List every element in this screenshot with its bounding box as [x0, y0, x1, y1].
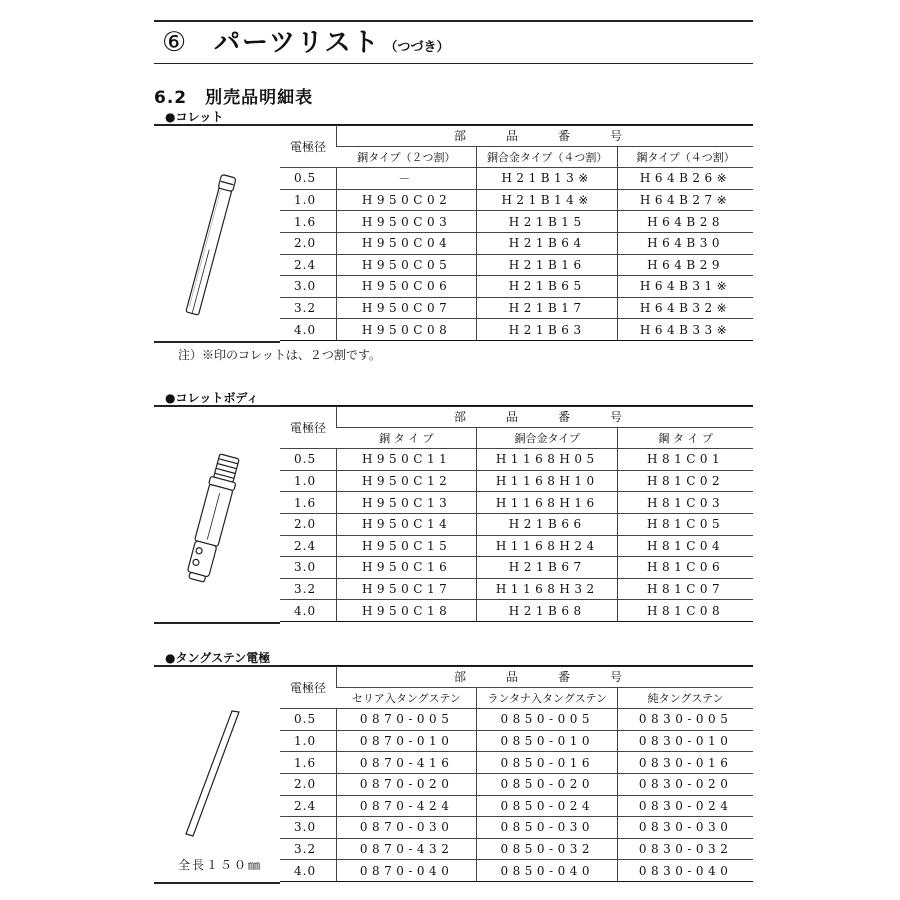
part-cell: 0830-010 — [618, 730, 753, 752]
part-cell: H950C11 — [336, 449, 476, 471]
part-cell: H950C16 — [336, 557, 476, 579]
part-cell: H21B15 — [477, 211, 618, 233]
part-cell: H81C02 — [618, 470, 753, 492]
collet-note: 注）※印のコレットは、２つ割です。 — [178, 348, 381, 362]
part-cell: H21B68 — [477, 600, 618, 622]
diameter-header: 電極径 — [280, 406, 336, 449]
length-caption: 全長１５０㎜ — [178, 858, 263, 872]
collet-body-illustration — [175, 452, 250, 584]
collet-body-bottom-rule — [154, 622, 280, 624]
diameter-cell: 3.2 — [280, 578, 336, 600]
diameter-cell: 1.6 — [280, 211, 336, 233]
part-number-header: 部 品 番 号 — [336, 666, 753, 688]
collet-table — [280, 124, 753, 341]
table-row — [280, 860, 753, 882]
part-cell: H950C17 — [336, 578, 476, 600]
diameter-cell: 2.0 — [280, 513, 336, 535]
part-cell: 0870-020 — [336, 773, 476, 795]
table-row — [280, 838, 753, 860]
diameter-header: 電極径 — [280, 125, 336, 168]
tungsten-table — [280, 665, 753, 882]
diameter-cell: 0.5 — [280, 709, 336, 731]
table-row — [280, 168, 753, 190]
part-cell: 0870-416 — [336, 752, 476, 774]
part-cell: H1168H05 — [477, 449, 618, 471]
diameter-cell: 3.2 — [280, 297, 336, 319]
part-cell: H1168H10 — [477, 470, 618, 492]
part-cell: H950C02 — [336, 189, 476, 211]
table-row — [280, 535, 753, 557]
diameter-cell: 4.0 — [280, 860, 336, 882]
part-cell: H950C06 — [336, 276, 476, 298]
column-header: 銅合金タイプ（４つ割） — [477, 146, 618, 168]
column-header: 鋼 タ イ プ — [618, 427, 753, 449]
table-row — [280, 817, 753, 839]
diameter-cell: 2.4 — [280, 795, 336, 817]
part-cell: 0830-032 — [618, 838, 753, 860]
part-cell: H950C12 — [336, 470, 476, 492]
part-cell: H81C05 — [618, 513, 753, 535]
table-row — [280, 709, 753, 731]
part-cell: H1168H16 — [477, 492, 618, 514]
part-cell: H1168H32 — [477, 578, 618, 600]
table-row — [280, 578, 753, 600]
diameter-cell: 2.0 — [280, 773, 336, 795]
part-cell: 0870-030 — [336, 817, 476, 839]
part-cell: 0850-016 — [477, 752, 618, 774]
part-cell: H950C03 — [336, 211, 476, 233]
table-row — [280, 449, 753, 471]
column-header: 純タングステン — [618, 687, 753, 709]
part-cell: H64B28 — [618, 211, 753, 233]
part-cell: H64B29 — [618, 254, 753, 276]
table-row — [280, 319, 753, 341]
part-cell: H950C13 — [336, 492, 476, 514]
part-cell: H81C07 — [618, 578, 753, 600]
part-number-header: 部 品 番 号 — [336, 125, 753, 147]
part-cell: 0830-005 — [618, 709, 753, 731]
part-cell: 0870-005 — [336, 709, 476, 731]
diameter-cell: 3.2 — [280, 838, 336, 860]
part-cell: H950C07 — [336, 297, 476, 319]
diameter-cell: 0.5 — [280, 449, 336, 471]
part-cell: H81C06 — [618, 557, 753, 579]
column-header: 銅 タ イ プ — [336, 427, 476, 449]
diameter-cell: 2.4 — [280, 535, 336, 557]
tungsten-heading: ●タングステン電極 — [165, 651, 271, 665]
part-cell: H21B16 — [477, 254, 618, 276]
part-cell: H950C08 — [336, 319, 476, 341]
diameter-cell: 1.0 — [280, 730, 336, 752]
column-header: 銅合金タイプ — [477, 427, 618, 449]
part-cell: H950C15 — [336, 535, 476, 557]
part-cell: H21B67 — [477, 557, 618, 579]
page-header — [162, 22, 449, 62]
part-cell: H950C05 — [336, 254, 476, 276]
part-cell: 0850-032 — [477, 838, 618, 860]
part-cell: H21B65 — [477, 276, 618, 298]
column-header: セリア入タングステン — [336, 687, 476, 709]
table-row — [280, 557, 753, 579]
part-cell: H64B27※ — [618, 189, 753, 211]
section-title: 6.2 別売品明細表 — [154, 88, 314, 108]
table-row — [280, 470, 753, 492]
table-row — [280, 276, 753, 298]
part-cell: 0850-020 — [477, 773, 618, 795]
part-cell: H64B30 — [618, 232, 753, 254]
table-row — [280, 189, 753, 211]
part-cell: 0870-432 — [336, 838, 476, 860]
diameter-cell: 1.6 — [280, 492, 336, 514]
table-row — [280, 211, 753, 233]
section-number: ⑥ — [162, 27, 187, 58]
part-cell: H81C03 — [618, 492, 753, 514]
column-header: ランタナ入タングステン — [477, 687, 618, 709]
table-row — [280, 773, 753, 795]
table-row — [280, 254, 753, 276]
part-cell: H21B13※ — [477, 168, 618, 190]
part-cell: 0830-030 — [618, 817, 753, 839]
part-cell: H64B26※ — [618, 168, 753, 190]
part-cell: H81C04 — [618, 535, 753, 557]
part-cell: H950C04 — [336, 232, 476, 254]
part-cell: 0830-040 — [618, 860, 753, 882]
table-row — [280, 492, 753, 514]
diameter-cell: 4.0 — [280, 600, 336, 622]
part-cell: H81C01 — [618, 449, 753, 471]
table-row — [280, 297, 753, 319]
page-subtitle: （つづき） — [384, 40, 450, 55]
part-cell: H21B63 — [477, 319, 618, 341]
part-cell: H21B66 — [477, 513, 618, 535]
part-cell: H950C18 — [336, 600, 476, 622]
part-cell: H1168H24 — [477, 535, 618, 557]
part-cell: H81C08 — [618, 600, 753, 622]
tungsten-illustration — [180, 708, 240, 838]
diameter-cell: 1.6 — [280, 752, 336, 774]
collet-heading: ●コレット — [165, 110, 224, 124]
collet-body-heading: ●コレットボディ — [165, 391, 259, 405]
part-cell: H21B64 — [477, 232, 618, 254]
diameter-cell: 1.0 — [280, 470, 336, 492]
part-cell: H950C14 — [336, 513, 476, 535]
collet-illustration — [176, 170, 246, 320]
header-bottom-rule — [154, 63, 753, 64]
part-cell: H21B17 — [477, 297, 618, 319]
part-cell: 0870-424 — [336, 795, 476, 817]
diameter-cell: 0.5 — [280, 168, 336, 190]
part-number-header: 部 品 番 号 — [336, 406, 753, 428]
part-cell: 0850-005 — [477, 709, 618, 731]
diameter-cell: 3.0 — [280, 276, 336, 298]
part-cell: H64B32※ — [618, 297, 753, 319]
part-cell: H64B33※ — [618, 319, 753, 341]
column-header: 銅タイプ（２つ割） — [336, 146, 476, 168]
diameter-cell: 3.0 — [280, 557, 336, 579]
part-cell: 0830-016 — [618, 752, 753, 774]
collet-bottom-rule — [154, 341, 280, 343]
part-cell: 0850-040 — [477, 860, 618, 882]
part-cell: 0850-030 — [477, 817, 618, 839]
table-row — [280, 752, 753, 774]
part-cell: 0850-010 — [477, 730, 618, 752]
tungsten-bottom-rule — [154, 882, 280, 884]
table-row — [280, 232, 753, 254]
diameter-cell: 2.4 — [280, 254, 336, 276]
diameter-cell: 2.0 — [280, 232, 336, 254]
diameter-header: 電極径 — [280, 666, 336, 709]
table-row — [280, 513, 753, 535]
table-row — [280, 730, 753, 752]
column-header: 鋼タイプ（４つ割） — [618, 146, 753, 168]
table-row — [280, 795, 753, 817]
part-cell: － — [336, 168, 476, 190]
part-cell: 0850-024 — [477, 795, 618, 817]
collet-body-table — [280, 405, 753, 622]
part-cell: 0870-010 — [336, 730, 476, 752]
page-title: パーツリスト — [214, 28, 381, 58]
diameter-cell: 4.0 — [280, 319, 336, 341]
diameter-cell: 3.0 — [280, 817, 336, 839]
table-row — [280, 600, 753, 622]
part-cell: H21B14※ — [477, 189, 618, 211]
diameter-cell: 1.0 — [280, 189, 336, 211]
part-cell: 0870-040 — [336, 860, 476, 882]
part-cell: 0830-024 — [618, 795, 753, 817]
part-cell: H64B31※ — [618, 276, 753, 298]
part-cell: 0830-020 — [618, 773, 753, 795]
